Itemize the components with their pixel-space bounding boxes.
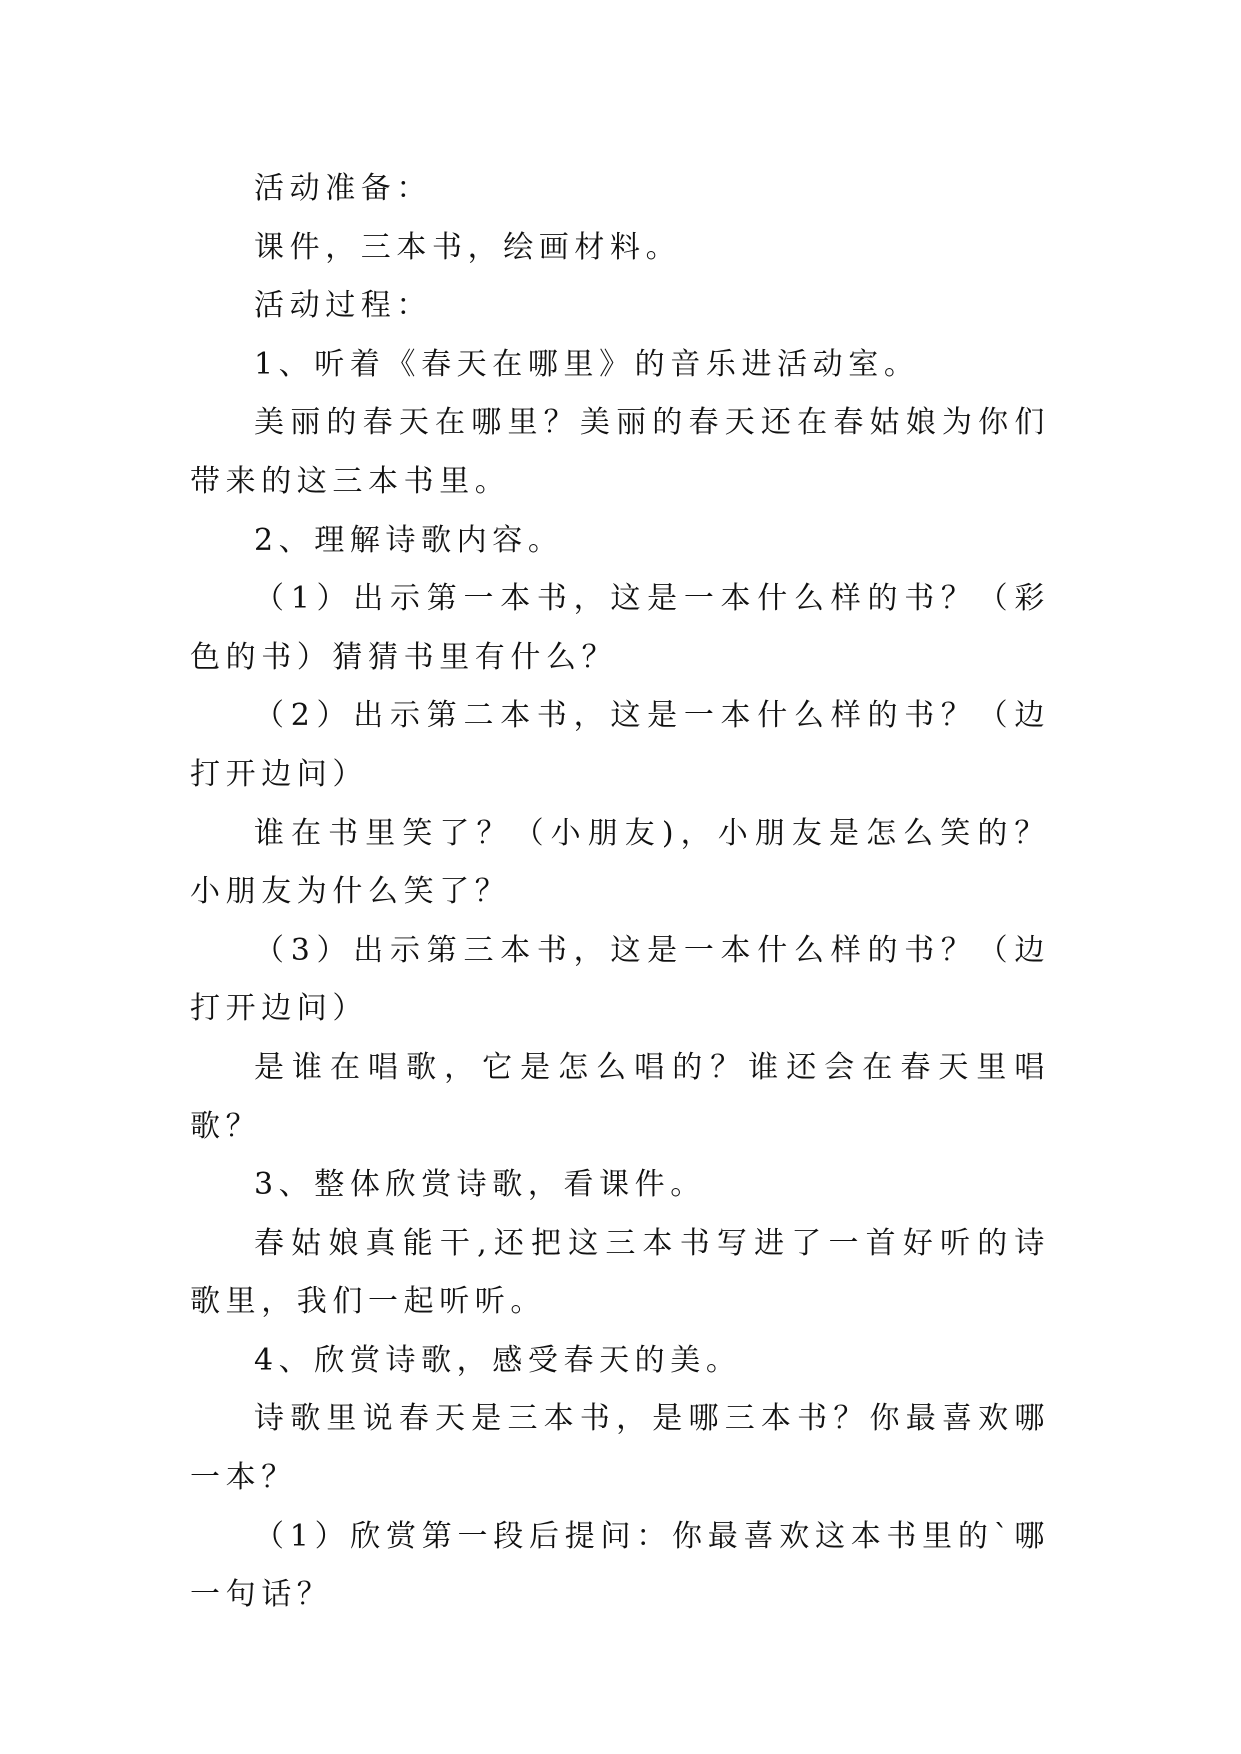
- paragraph-step-2-item-3-question: 是谁在唱歌，它是怎么唱的？谁还会在春天里唱歌？: [190, 1049, 1050, 1144]
- paragraph-step-4-item-1: （1）欣赏第一段后提问：你最喜欢这本书里的`哪一句话？: [190, 1518, 1050, 1613]
- paragraph-step-4: 4、欣赏诗歌，感受春天的美。: [254, 1342, 742, 1378]
- paragraph-step-1: 1、听着《春天在哪里》的音乐进活动室。: [254, 346, 920, 382]
- paragraph-step-3: 3、整体欣赏诗歌，看课件。: [254, 1167, 706, 1203]
- paragraph-step-2-item-1: （1）出示第一本书，这是一本什么样的书？（彩色的书）猜猜书里有什么？: [190, 581, 1050, 675]
- paragraph-activity-process-heading: 活动过程：: [254, 288, 432, 324]
- paragraph-activity-preparation-heading: 活动准备：: [254, 171, 432, 206]
- paragraph-step-3-detail: 春姑娘真能干,还把这三本书写进了一首好听的诗歌里，我们一起听听。: [190, 1225, 1050, 1320]
- paragraph-step-2: 2、理解诗歌内容。: [254, 522, 564, 558]
- paragraph-step-2-item-2-question: 谁在书里笑了？（小朋友)，小朋友是怎么笑的？小朋友为什么笑了？: [190, 815, 1050, 910]
- paragraph-step-1-question: 美丽的春天在哪里？美丽的春天还在春姑娘为你们带来的这三本书里。: [190, 405, 1050, 499]
- paragraph-step-2-item-2: （2）出示第二本书，这是一本什么样的书？（边打开边问）: [190, 698, 1050, 792]
- paragraph-materials: 课件，三本书，绘画材料。: [254, 229, 682, 265]
- paragraph-step-4-question: 诗歌里说春天是三本书，是哪三本书？你最喜欢哪一本？: [190, 1401, 1050, 1496]
- paragraph-step-2-item-3: （3）出示第三本书，这是一本什么样的书？（边打开边问）: [190, 932, 1050, 1027]
- document-body: [190, 160, 1050, 1625]
